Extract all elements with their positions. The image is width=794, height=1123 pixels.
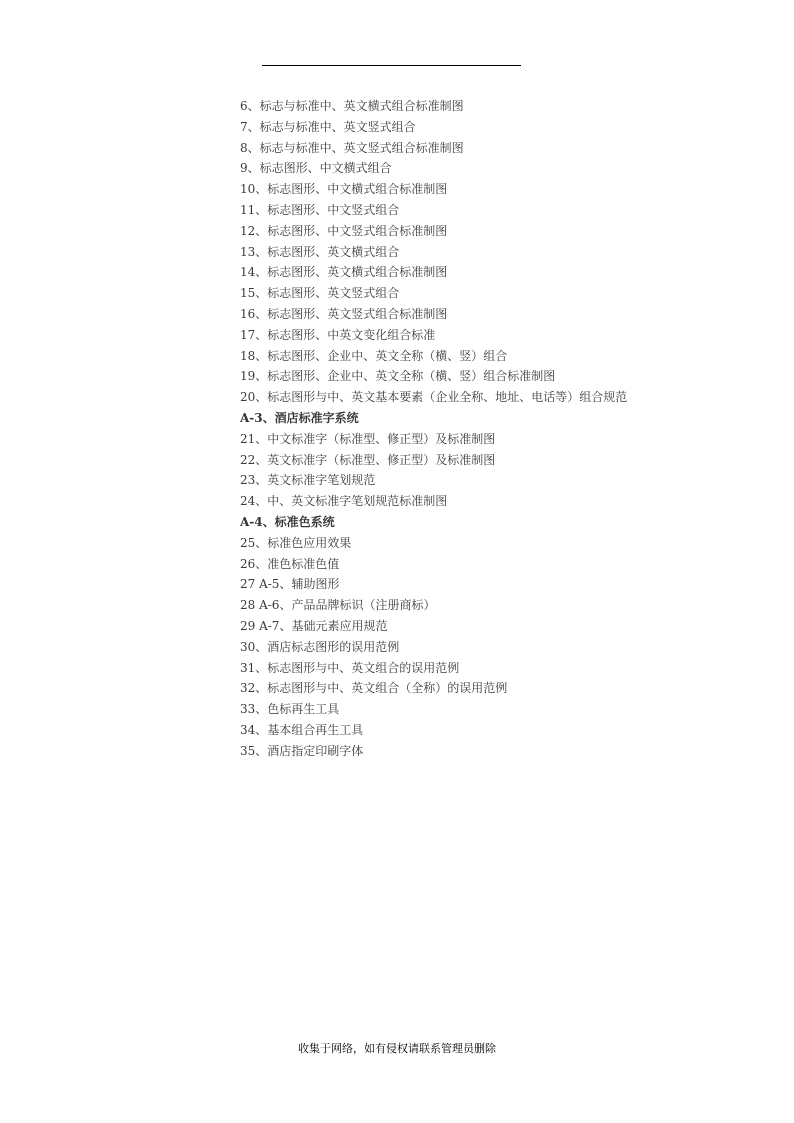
- toc-item: 18、标志图形、企业中、英文全称（横、竖）组合: [240, 348, 508, 363]
- header-rule: [262, 65, 521, 66]
- toc-item: 12、标志图形、中文竖式组合标准制图: [240, 223, 448, 238]
- toc-item: 13、标志图形、英文横式组合: [240, 244, 400, 259]
- table-of-contents: [240, 96, 760, 762]
- toc-item: 23、英文标准字笔划规范: [240, 473, 376, 488]
- toc-item: 14、标志图形、英文横式组合标准制图: [240, 265, 448, 280]
- toc-item: 10、标志图形、中文横式组合标准制图: [240, 182, 448, 197]
- toc-item: 33、色标再生工具: [240, 702, 340, 717]
- toc-item: 7、标志与标准中、英文竖式组合: [240, 119, 416, 134]
- toc-section-heading: A-3、酒店标准字系统: [240, 410, 359, 425]
- toc-item: 26、准色标准色值: [240, 556, 340, 571]
- toc-item: 29 A-7、基础元素应用规范: [240, 618, 388, 633]
- toc-item: 15、标志图形、英文竖式组合: [240, 286, 400, 301]
- toc-item: 24、中、英文标准字笔划规范标准制图: [240, 494, 448, 509]
- toc-section-heading: A-4、标准色系统: [240, 514, 335, 529]
- toc-item: 20、标志图形与中、英文基本要素（企业全称、地址、电话等）组合规范: [240, 390, 628, 405]
- toc-item: 19、标志图形、企业中、英文全称（横、竖）组合标准制图: [240, 369, 556, 384]
- toc-item: 17、标志图形、中英文变化组合标准: [240, 327, 436, 342]
- toc-item: 8、标志与标准中、英文竖式组合标准制图: [240, 140, 464, 155]
- toc-item: 16、标志图形、英文竖式组合标准制图: [240, 306, 448, 321]
- toc-item: 31、标志图形与中、英文组合的误用范例: [240, 660, 460, 675]
- toc-item: 32、标志图形与中、英文组合（全称）的误用范例: [240, 681, 508, 696]
- toc-item: 21、中文标准字（标准型、修正型）及标准制图: [240, 431, 496, 446]
- toc-item: 22、英文标准字（标准型、修正型）及标准制图: [240, 452, 496, 467]
- toc-item: 6、标志与标准中、英文横式组合标准制图: [240, 99, 464, 113]
- toc-item: 11、标志图形、中文竖式组合: [240, 202, 400, 217]
- toc-item: 28 A-6、产品品牌标识（注册商标）: [240, 598, 436, 613]
- toc-item: 35、酒店指定印刷字体: [240, 743, 364, 758]
- toc-item: 27 A-5、辅助图形: [240, 577, 340, 592]
- toc-item: 9、标志图形、中文横式组合: [240, 161, 392, 176]
- footer-note: 收集于网络，如有侵权请联系管理员删除: [298, 1042, 496, 1055]
- toc-item: 25、标准色应用效果: [240, 535, 352, 550]
- toc-item: 30、酒店标志图形的误用范例: [240, 639, 400, 654]
- toc-item: 34、基本组合再生工具: [240, 722, 364, 737]
